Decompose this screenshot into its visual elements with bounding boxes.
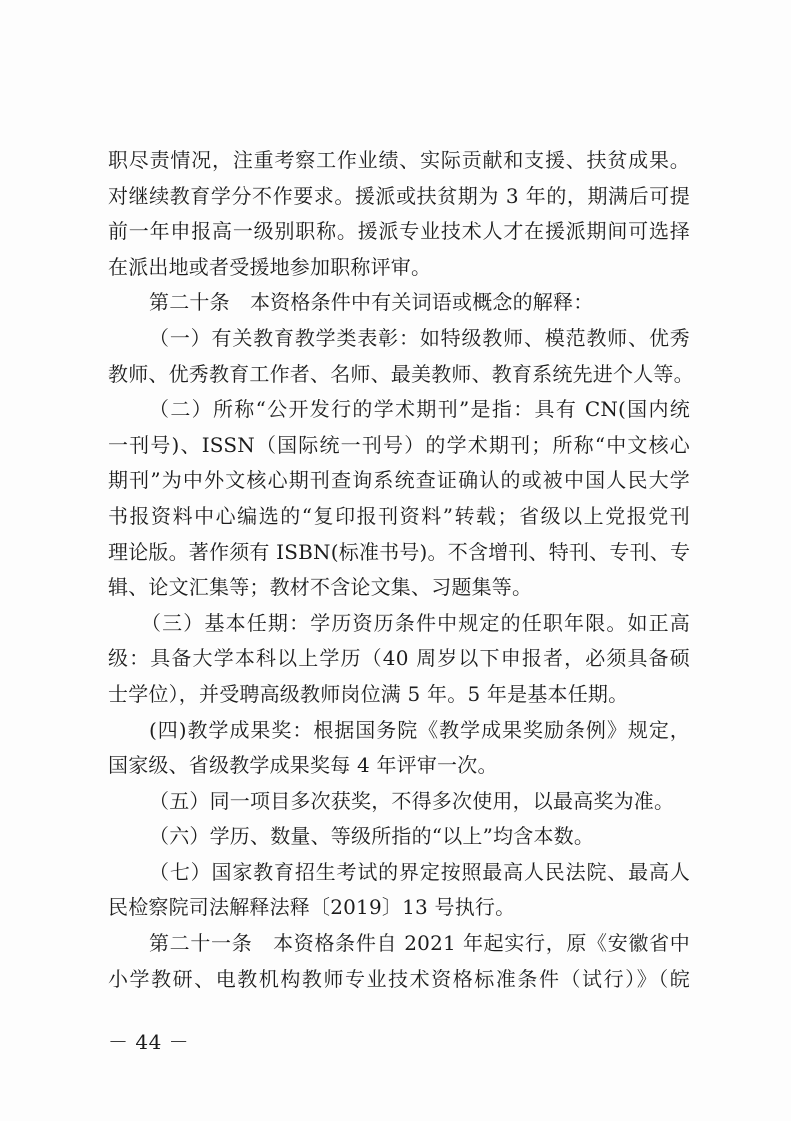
body-text [108,143,694,997]
text-line: （三）基本任期：学历资历条件中规定的任职年限。如正高 [141,610,690,635]
text-line: 期刊”为中外文核心期刊查询系统查证确认的或被中国人民大学 [108,468,690,493]
text-line: 一刊号)、ISSN（国际统一刊号）的学术期刊；所称“中文核心 [108,432,690,457]
article-heading: 第二十一条 本资格条件自 2021 年起实行，原《安徽省中 [149,931,690,956]
text-line: (四)教学成果奖：根据国务院《教学成果奖励条例》规定， [149,717,690,742]
text-line: 民检察院司法解释法释〔2019〕13 号执行。 [108,895,516,920]
text-line: 国家级、省级教学成果奖每 4 年评审一次。 [108,753,498,778]
text-line: 教师、优秀教育工作者、名师、最美教师、教育系统先进个人等。 [108,361,694,386]
text-line: （二）所称“公开发行的学术期刊”是指：具有 CN(国内统 [149,397,690,422]
text-line: 辑、论文汇集等；教材不含论文集、习题集等。 [108,575,533,600]
text-line: 级：具备大学本科以上学历（40 周岁以下申报者，必须具备硕 [108,646,690,671]
text-line: 在派出地或者受援地参加职称评审。 [108,254,432,279]
text-line: 小学教研、电教机构教师专业技术资格标准条件（试行）》（皖 [108,966,690,991]
text-line: （五）同一项目多次获奖，不得多次使用，以最高奖为准。 [149,788,675,813]
text-line: （七）国家教育招生考试的界定按照最高人民法院、最高人 [149,859,690,884]
page-number: － 44 － [108,1030,190,1054]
text-line: （一）有关教育教学类表彰：如特级教师、模范教师、优秀 [149,325,690,350]
text-line: （六）学历、数量、等级所指的“以上”均含本数。 [149,824,595,849]
text-line: 书报资料中心编选的“复印报刊资料”转载；省级以上党报党刊 [108,503,690,528]
article-heading: 第二十条 本资格条件中有关词语或概念的解释： [149,290,594,315]
text-line: 对继续教育学分不作要求。援派或扶贫期为 3 年的，期满后可提 [108,183,690,208]
text-line: 职尽责情况，注重考察工作业绩、实际贡献和支援、扶贫成果。 [108,148,690,172]
text-line: 理论版。著作须有 ISBN(标准书号)。不含增刊、特刊、专刊、专 [108,539,691,564]
text-line: 士学位），并受聘高级教师岗位满 5 年。5 年是基本任期。 [108,681,629,706]
text-line: 前一年申报高一级别职称。援派专业技术人才在援派期间可选择 [108,219,690,244]
